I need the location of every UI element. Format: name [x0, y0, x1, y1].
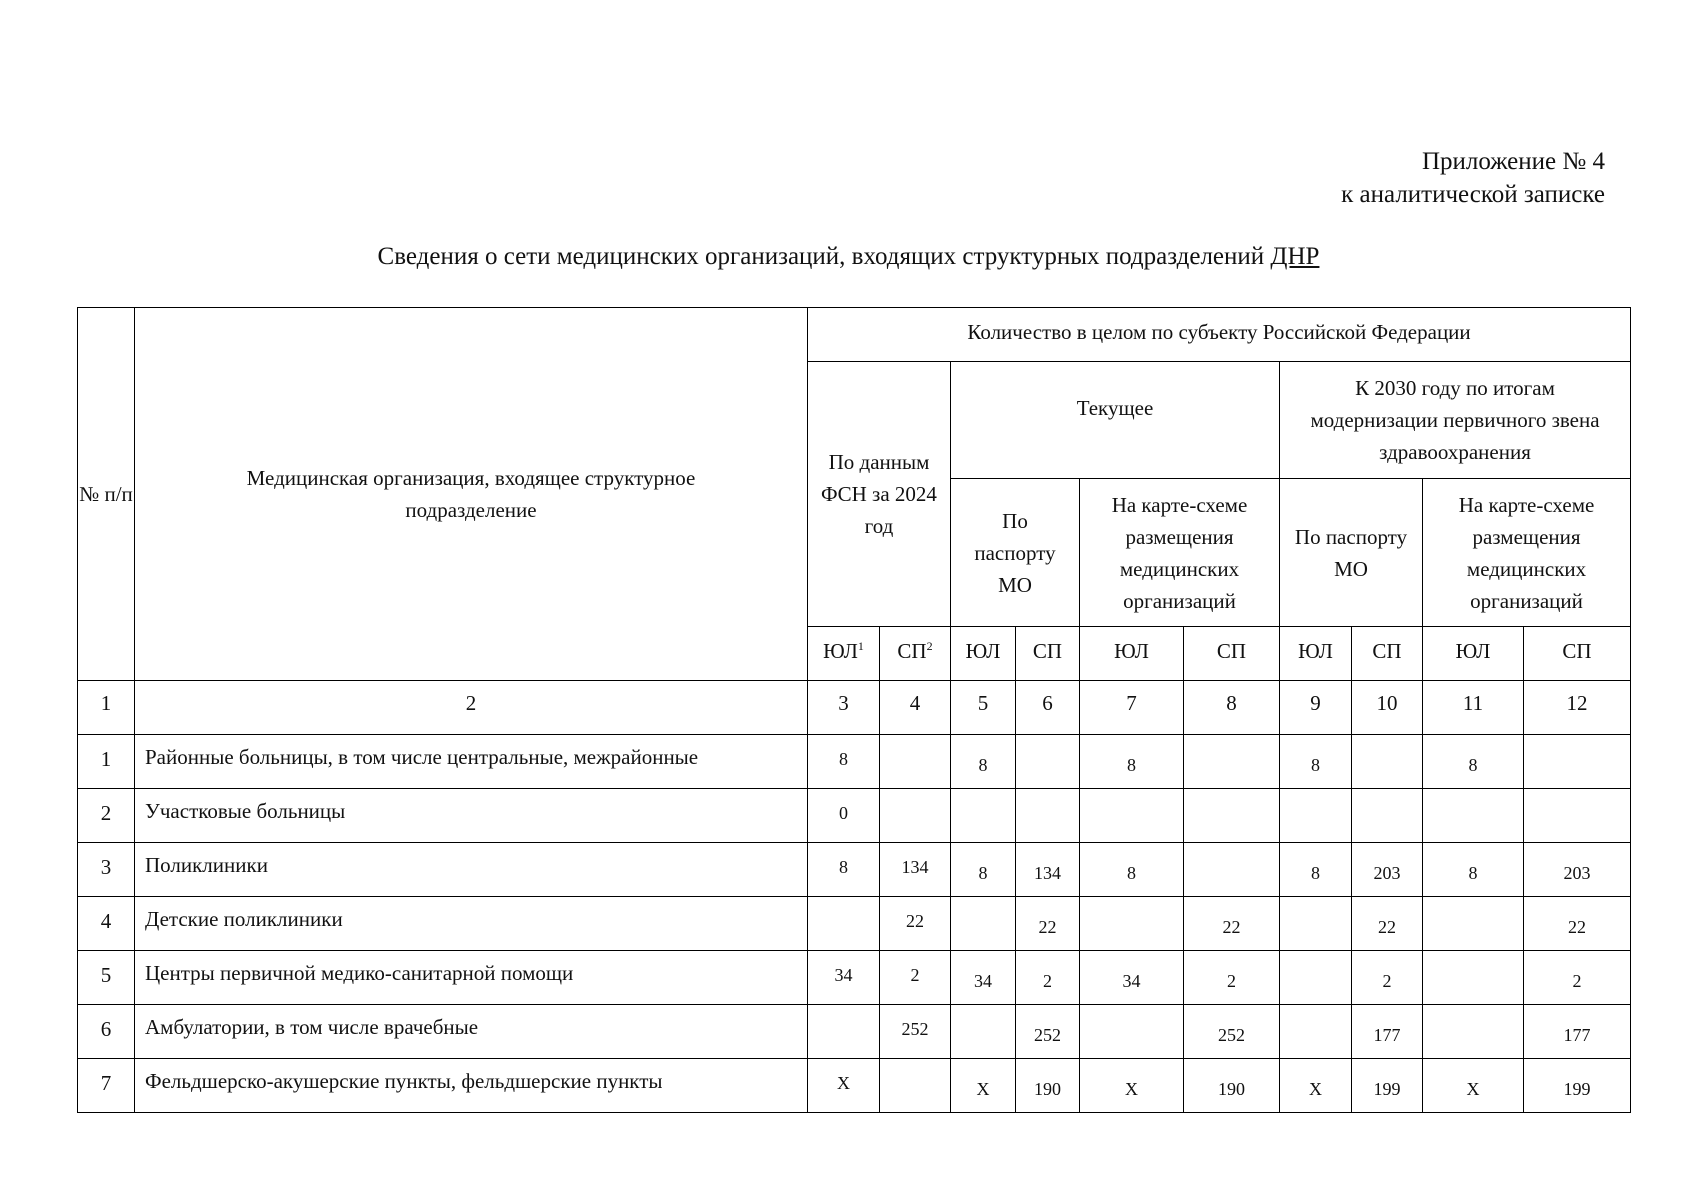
- row-number-cell: 2: [78, 789, 135, 843]
- value-cell: 2: [1524, 951, 1631, 1005]
- value-cell: [1016, 789, 1080, 843]
- table-row: [78, 951, 1631, 1005]
- header-2030-map-yul: ЮЛ: [1423, 627, 1524, 681]
- table-row: [78, 1059, 1631, 1113]
- table-row: [78, 897, 1631, 951]
- value-cell: [1184, 735, 1280, 789]
- organization-name-cell: Детские поликлиники: [135, 897, 808, 951]
- value-cell: X: [1423, 1059, 1524, 1113]
- header-current-map-text: На карте-схеме размещения медицинских организаций: [1111, 492, 1248, 613]
- header-2030-passport-text: По паспорту МО: [1294, 524, 1408, 581]
- value-cell: [1352, 735, 1423, 789]
- value-cell: [880, 1059, 951, 1113]
- row-number-cell: 7: [78, 1059, 135, 1113]
- organization-name-cell: Амбулатории, в том числе врачебные: [135, 1005, 808, 1059]
- row-number-cell: 4: [78, 897, 135, 951]
- appendix-number: Приложение № 4: [1421, 148, 1605, 175]
- value-cell: X: [951, 1059, 1016, 1113]
- value-cell: 199: [1524, 1059, 1631, 1113]
- value-cell: [951, 897, 1016, 951]
- column-number-cell: 4: [880, 681, 951, 735]
- column-number-cell: 12: [1524, 681, 1631, 735]
- header-2030-text: К 2030 году по итогам модернизации первичного звена здравоохранения: [1310, 376, 1600, 464]
- column-number-cell: 2: [135, 681, 808, 735]
- medical-network-table: [77, 307, 1631, 1113]
- value-cell: 2: [1352, 951, 1423, 1005]
- value-cell: [1184, 789, 1280, 843]
- document-title: [0, 243, 1697, 271]
- document-title-text: Сведения о сети медицинских организаций, входящих структурных подразделений: [377, 243, 1271, 270]
- row-number-cell: 6: [78, 1005, 135, 1059]
- header-organization: [135, 308, 808, 681]
- header-2030-passport-sp: СП: [1352, 627, 1423, 681]
- organization-name-cell: Центры первичной медико-санитарной помощи: [135, 951, 808, 1005]
- value-cell: 8: [1080, 843, 1184, 897]
- header-2030-passport: [1280, 479, 1423, 627]
- column-number-cell: 7: [1080, 681, 1184, 735]
- value-cell: 2: [1184, 951, 1280, 1005]
- column-number-cell: 10: [1352, 681, 1423, 735]
- organization-name-cell: Фельдшерско-акушерские пункты, фельдшерские пункты: [135, 1059, 808, 1113]
- value-cell: [1524, 735, 1631, 789]
- column-number-cell: 6: [1016, 681, 1080, 735]
- value-cell: 2: [880, 951, 951, 1005]
- value-cell: 8: [1423, 843, 1524, 897]
- value-cell: [1423, 789, 1524, 843]
- value-cell: [808, 897, 880, 951]
- value-cell: [808, 1005, 880, 1059]
- row-number-cell: 5: [78, 951, 135, 1005]
- table-row: [78, 789, 1631, 843]
- table-row: [78, 1005, 1631, 1059]
- value-cell: 22: [1352, 897, 1423, 951]
- value-cell: [1280, 789, 1352, 843]
- header-fsn-text: По данным ФСН за 2024 год: [821, 450, 937, 538]
- value-cell: 34: [951, 951, 1016, 1005]
- value-cell: 199: [1352, 1059, 1423, 1113]
- header-yul-label: ЮЛ: [823, 639, 858, 663]
- value-cell: [1524, 789, 1631, 843]
- column-number-cell: 8: [1184, 681, 1280, 735]
- column-number-cell: 11: [1423, 681, 1524, 735]
- header-2030: [1280, 362, 1631, 479]
- header-2030-map-sp: СП: [1524, 627, 1631, 681]
- header-current-passport-yul: ЮЛ: [951, 627, 1016, 681]
- header-2030-passport-yul: ЮЛ: [1280, 627, 1352, 681]
- value-cell: [1016, 735, 1080, 789]
- header-fsn-sp: [880, 627, 951, 681]
- header-2030-map: [1423, 479, 1631, 627]
- header-current-map-sp: СП: [1184, 627, 1280, 681]
- column-numbers-row: [78, 681, 1631, 735]
- value-cell: [880, 735, 951, 789]
- value-cell: 2: [1016, 951, 1080, 1005]
- organization-name-cell: Районные больницы, в том числе центральные, межрайонные: [135, 735, 808, 789]
- value-cell: 177: [1352, 1005, 1423, 1059]
- value-cell: X: [1280, 1059, 1352, 1113]
- header-current-passport-text: По паспорту МО: [974, 508, 1056, 597]
- header-current-map-yul: ЮЛ: [1080, 627, 1184, 681]
- value-cell: 22: [1524, 897, 1631, 951]
- column-number-cell: 3: [808, 681, 880, 735]
- header-2030-map-text: На карте-схеме размещения медицинских организаций: [1458, 492, 1595, 613]
- value-cell: [1352, 789, 1423, 843]
- value-cell: 134: [1016, 843, 1080, 897]
- row-number-cell: 1: [78, 735, 135, 789]
- value-cell: 203: [1352, 843, 1423, 897]
- column-number-cell: 1: [78, 681, 135, 735]
- document-title-region: ДНР: [1270, 243, 1320, 270]
- header-current-passport: [951, 479, 1080, 627]
- footnote-mark-1: 1: [857, 639, 864, 653]
- value-cell: 22: [1016, 897, 1080, 951]
- table-row: [78, 843, 1631, 897]
- header-organization-text: Медицинская организация, входящее структурное подразделение: [246, 466, 696, 522]
- value-cell: 0: [808, 789, 880, 843]
- organization-name-cell: Поликлиники: [135, 843, 808, 897]
- header-fsn: [808, 362, 951, 627]
- value-cell: 190: [1184, 1059, 1280, 1113]
- value-cell: [1423, 951, 1524, 1005]
- header-num: № п/п: [78, 308, 135, 681]
- value-cell: [1184, 843, 1280, 897]
- value-cell: [1423, 1005, 1524, 1059]
- value-cell: [1280, 1005, 1352, 1059]
- value-cell: 22: [1184, 897, 1280, 951]
- appendix-subtitle: к аналитической записке: [1341, 181, 1605, 208]
- value-cell: 134: [880, 843, 951, 897]
- organization-name-cell: Участковые больницы: [135, 789, 808, 843]
- value-cell: 8: [1423, 735, 1524, 789]
- value-cell: 252: [1184, 1005, 1280, 1059]
- header-sp-label: СП: [897, 639, 927, 663]
- footnote-mark-2: 2: [926, 639, 933, 653]
- value-cell: 34: [1080, 951, 1184, 1005]
- value-cell: 8: [1280, 735, 1352, 789]
- value-cell: 34: [808, 951, 880, 1005]
- table-row: [78, 735, 1631, 789]
- header-fsn-yul: [808, 627, 880, 681]
- value-cell: [1080, 1005, 1184, 1059]
- value-cell: 8: [1280, 843, 1352, 897]
- value-cell: [880, 789, 951, 843]
- header-current-passport-sp: СП: [1016, 627, 1080, 681]
- value-cell: 8: [1080, 735, 1184, 789]
- value-cell: 8: [808, 843, 880, 897]
- value-cell: [1280, 951, 1352, 1005]
- value-cell: [1280, 897, 1352, 951]
- value-cell: 252: [880, 1005, 951, 1059]
- value-cell: 190: [1016, 1059, 1080, 1113]
- header-current-map: [1080, 479, 1280, 627]
- value-cell: [1423, 897, 1524, 951]
- value-cell: 8: [951, 843, 1016, 897]
- value-cell: [1080, 897, 1184, 951]
- value-cell: 203: [1524, 843, 1631, 897]
- value-cell: [951, 789, 1016, 843]
- value-cell: 252: [1016, 1005, 1080, 1059]
- value-cell: 8: [951, 735, 1016, 789]
- value-cell: X: [808, 1059, 880, 1113]
- column-number-cell: 9: [1280, 681, 1352, 735]
- column-number-cell: 5: [951, 681, 1016, 735]
- value-cell: 22: [880, 897, 951, 951]
- value-cell: [1080, 789, 1184, 843]
- value-cell: [951, 1005, 1016, 1059]
- value-cell: X: [1080, 1059, 1184, 1113]
- value-cell: 8: [808, 735, 880, 789]
- header-current: Текущее: [951, 362, 1280, 479]
- header-total: Количество в целом по субъекту Российской Федерации: [808, 308, 1631, 362]
- appendix-caption: [1341, 145, 1605, 211]
- value-cell: 177: [1524, 1005, 1631, 1059]
- row-number-cell: 3: [78, 843, 135, 897]
